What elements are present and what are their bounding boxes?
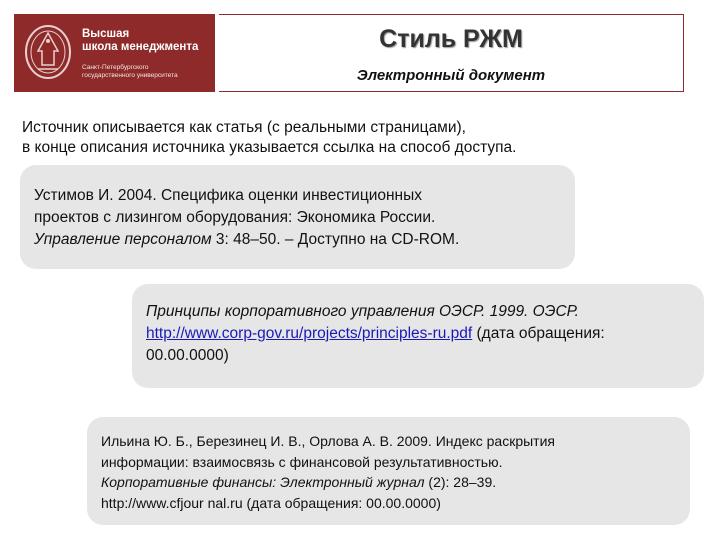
page-subtitle: Электронный документ (356, 67, 546, 84)
intro-text (22, 118, 702, 158)
reference-line: проектов с лизингом оборудования: Экономика России. (34, 209, 436, 226)
journal-title: Управление персоналом (34, 231, 212, 248)
journal-title: Корпоративные финансы: Электронный журнал (101, 474, 425, 490)
reference-details: (дата обращения: (472, 325, 605, 342)
page-title: Стиль РЖМ (379, 25, 523, 53)
intro-line: Источник описывается как статья (с реальными страницами), (22, 119, 466, 136)
logo-university-name: Санкт-Петербургского государственного университета (82, 64, 178, 79)
reference-line: информации: взаимосвязь с финансовой результативностью. (101, 453, 503, 470)
reference-line (146, 323, 690, 345)
intro-line: в конце описания источника указывается ссылка на способ доступа. (22, 139, 517, 156)
reference-card-ilyina (87, 417, 690, 525)
reference-line: Устимов И. 2004. Специфика оценки инвестиционных (34, 187, 423, 204)
university-emblem-icon (22, 21, 74, 83)
reference-card-oecd (132, 284, 704, 388)
reference-link[interactable]: http://www.corp-gov.ru/projects/principles-ru.pdf (146, 325, 473, 342)
reference-url-line: http://www.cfjour nal.ru (дата обращения: 00.00.0000) (101, 494, 441, 511)
reference-card-ustimov (20, 165, 575, 269)
logo-school-name: Высшая школа менеджмента (82, 28, 199, 53)
reference-line: Ильина Ю. Б., Березинец И. В., Орлова А. В. 2009. Индекс раскрытия (101, 433, 555, 449)
reference-details: 3: 48–50. – Доступно на CD-ROM. (211, 231, 460, 248)
reference-line (101, 472, 676, 493)
reference-details: (2): 28–39. (424, 474, 497, 490)
hsm-logo (14, 14, 215, 92)
reference-line (34, 229, 561, 251)
header (219, 14, 684, 92)
reference-line: Принципы корпоративного управления ОЭСР. 1999. ОЭСР. (146, 303, 579, 320)
reference-line: 00.00.0000) (146, 347, 229, 364)
